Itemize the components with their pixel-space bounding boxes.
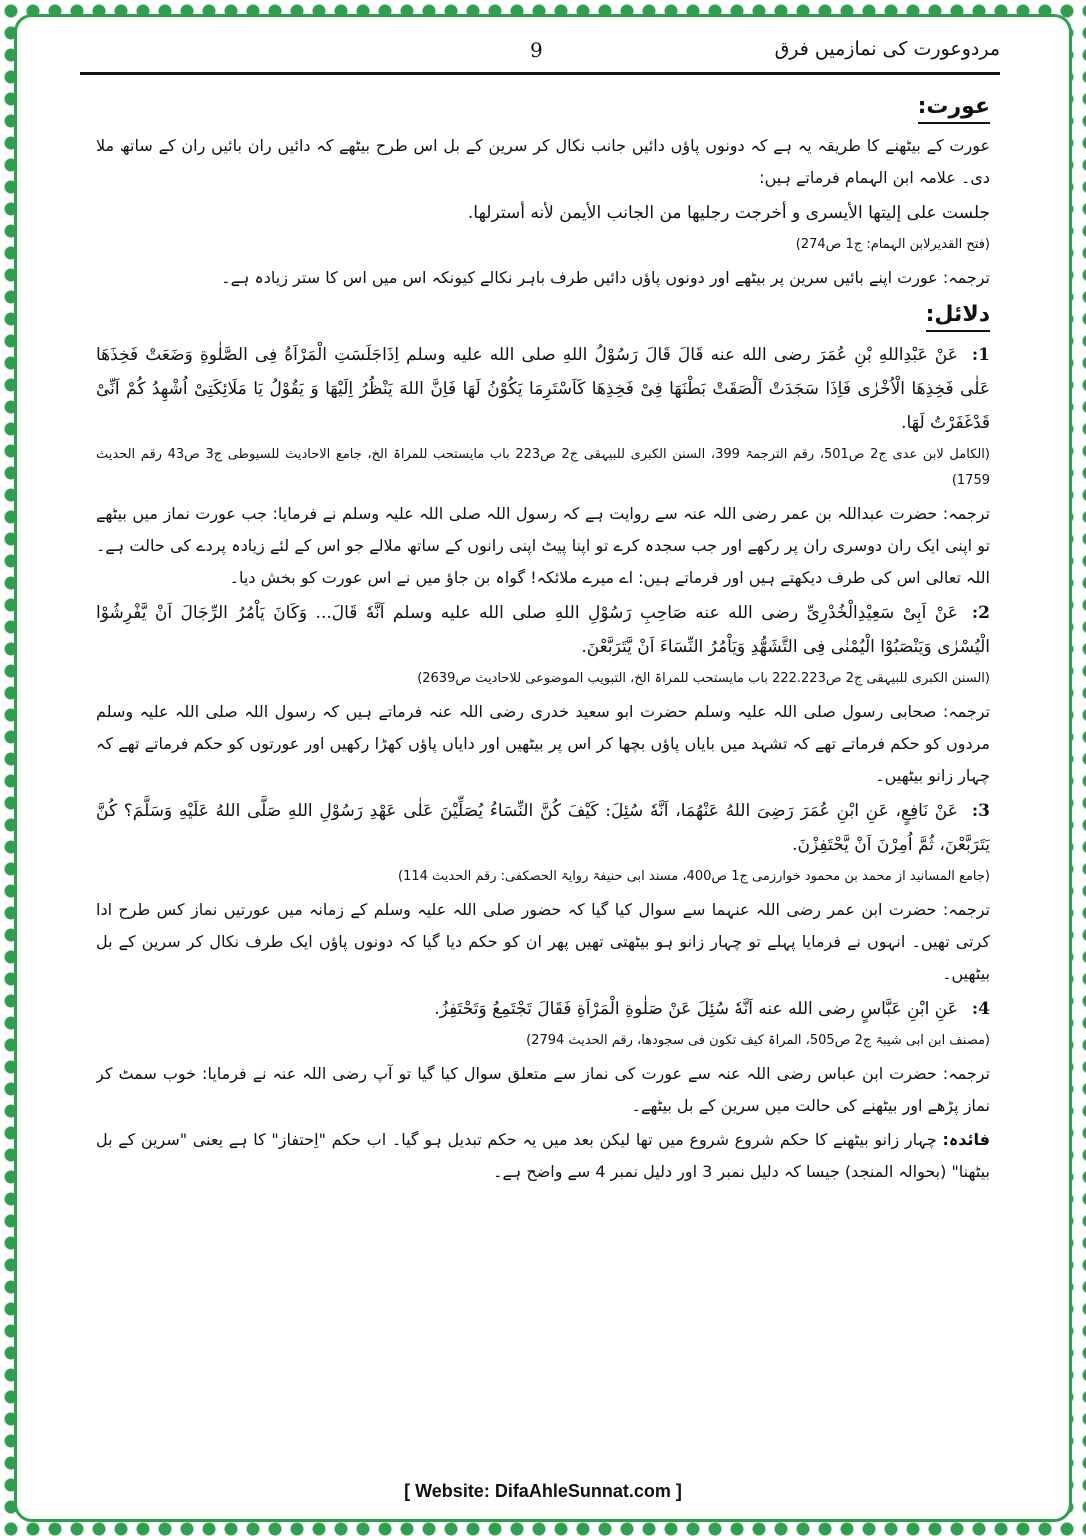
translation: ترجمہ: حضرت ابن عباس رضی اللہ عنہ سے عورت کی نماز سے متعلق سوال کیا گیا تو آپ رضی اللہ عنہ نے فرمایا: خوب سمٹ کر نماز پڑھے اور بیٹھنے کی حالت میں سرین کے بل بیٹھے۔ [96, 1064, 990, 1115]
benefit-text: چہار زانو بیٹھنے کا حکم شروع شروع میں تھا لیکن بعد میں یہ حکم تبدیل ہو گیا۔ اب حکم "اِحتفاز" کا ہے یعنی "سرین کے بل بیٹھنا" (بحوالہ المنجد) جیسا کہ دلیل نمبر 3 اور دلیل نمبر 4 سے واضح ہے۔ [96, 1130, 990, 1181]
page-header [80, 36, 1000, 75]
item-number: 3: [971, 801, 990, 821]
hadith-arabic: عَنْ عَبْدِاللهِ بْنِ عُمَرَ رضی الله عنه قَالَ قَالَ رَسُوْلُ اللهِ صلی الله علیه وسلم اِذَاجَلَسَتِ الْمَرْاَةُ فِی الصَّلٰوةِ وَضَعَتْ فَخِذَهَا عَلٰی فَخِذِهَا الْاُخْرٰی فَاِذَا سَجَدَتْ اَلْصَقَتْ بَطْنَهَا فِیْ فَخِذِهَا كَاَسْتَرِمَا یَكُوْنُ لَهَا فَاِنَّ اللهَ یَنْظُرُ اِلَیْهَا وَ یَقُوْلُ یَا مَلَائِكَتِیْ اُشْهِدُ كُمْ اَنِّیْ قَدْغَفَرْتُ لَهَا. [96, 345, 990, 433]
item-number: 4: [971, 999, 990, 1019]
hadith-arabic: عَنْ اَبِیْ سَعِیْدِالْخُدْرِیِّ رضی الله عنه صَاحِبِ رَسُوْلِ اللهِ صلی الله علیه وسلم اَنَّهٗ قَالَ... وَكَانَ یَاْمُرُ الرِّجَالَ اَنْ یَّفْرِشُوْا الْیُسْرٰی وَیَنْصَبُوْا الْیُمْنٰی فِی التَّشَهُّدِ وَیَاْمُرُ النِّسَاءَ اَنْ یَّتَرَبَّعْنَ. [96, 603, 990, 657]
hadith-text [96, 338, 990, 440]
hadith-text [96, 992, 990, 1026]
running-title: مردوعورت کی نمازمیں فرق [774, 38, 1000, 60]
reference: (مصنف ابن ابی شیبۃ ج2 ص505، المراۃ کیف تکون فی سجودھا، رقم الحدیث 2794) [526, 1033, 990, 1048]
section-evidence [96, 296, 990, 1122]
evidence-item [96, 992, 990, 1122]
translation: ترجمہ: صحابی رسول صلی اللہ علیہ وسلم حضرت ابو سعید خدری رضی اللہ عنہ فرماتے ہیں کہ رسول اللہ صلی اللہ علیہ وسلم مردوں کو حکم فرماتے تھے کہ تشہد میں بایاں پاؤں بچھا کر اس پر بیٹھیں اور دایاں پاؤں کھڑا رکھیں اور عورتوں کو حکم فرماتے تھے کہ چہار زانو بیٹھیں۔ [96, 702, 990, 785]
reference: (جامع المسانید از محمد بن محمود خوارزمی ج1 ص400، مسند ابی حنیفۃ روایۃ الحصکفی: رقم الحدیث 114) [398, 869, 990, 884]
section-heading: دلائل: [926, 300, 990, 332]
hadith-arabic: عَنِ ابْنِ عَبَّاسٍ رضی الله عنه اَنَّهٗ سُئِلَ عَنْ صَلٰوةِ الْمَرْاَةِ فَقَالَ تَجْتَمِعُ وَتَحْتَفِزُ. [434, 999, 958, 1019]
hadith-text [96, 794, 990, 862]
translation: ترجمہ: حضرت ابن عمر رضی اللہ عنہما سے سوال کیا گیا کہ حضور صلی اللہ علیہ وسلم کے زمانہ میں عورتیں نماز کس طرح ادا کرتی تھیں۔ انہوں نے فرمایا پہلے تو چہار زانو ہو بیٹھتی تھیں پھر ان کو حکم دیا گیا کہ دونوں پاؤں ایک طرف نکال کر سرین کے بل بیٹھیں۔ [96, 900, 990, 983]
arabic-quote: جلست علی إلیتها الأیسری و أخرجت رجلیها من الجانب الأیمن لأنه أسترلها. [467, 203, 990, 223]
hadith-text [96, 596, 990, 664]
benefit-label: فائدہ: [942, 1130, 990, 1149]
evidence-item [96, 338, 990, 594]
page-content [96, 88, 990, 1466]
website-link[interactable]: [ Website: DifaAhleSunnat.com ] [404, 1481, 682, 1501]
benefit-note [96, 1124, 990, 1188]
item-number: 1: [971, 345, 990, 365]
reference: (فتح القدیرلابن الہمام: ج1 ص274) [795, 237, 990, 252]
section-women [96, 88, 990, 294]
translation: ترجمہ: حضرت عبداللہ بن عمر رضی اللہ عنہ سے روایت ہے کہ رسول اللہ صلی اللہ علیہ وسلم نے فرمایا: جب عورت نماز میں بیٹھے تو اپنی ایک ران دوسری ران پر رکھے اور جب سجدہ کرے تو اپنا پیٹ اپنی رانوں کے ساتھ ملالے جو اس کے لئے زیادہ پردے کی حالت ہے۔ اللہ تعالی اس کی طرف دیکھتے ہیں اور فرماتے ہیں: اے میرے ملائکہ! گواہ بن جاؤ میں نے اس عورت کو بخش دیا۔ [96, 504, 990, 587]
evidence-item [96, 794, 990, 990]
reference: (الکامل لابن عدی ج2 ص501، رقم الترجمۃ 399، السنن الکبری للبیہقی ج2 ص223 باب مایستحب للمراۃ الخ، جامع الاحادیث للسیوطی ج3 ص43 رقم الحدیث 1759) [96, 447, 990, 488]
section-heading: عورت: [918, 92, 990, 124]
page-number: 9 [530, 38, 543, 62]
evidence-item [96, 596, 990, 792]
paragraph: عورت کے بیٹھنے کا طریقہ یہ ہے کہ دونوں پاؤں دائیں جانب نکال کر سرین کے بل اس طرح بیٹھے کہ دائیں ران بائیں ران کے ساتھ ملا دی۔ علامہ ابن الہمام فرماتے ہیں: [96, 136, 990, 187]
hadith-arabic: عَنْ نَافِعٍ، عَنِ ابْنِ عُمَرَ رَضِیَ اللهُ عَنْهُمَا، اَنَّهٗ سُئِلَ: كَیْفَ كُنَّ النِّسَاءُ یُصَلِّیْنَ عَلٰی عَهْدِ رَسُوْلِ اللهِ صَلَّى اللهُ عَلَیْهِ وَسَلَّمَ؟ كُنَّ یَتَرَبَّعْنَ، ثُمَّ اُمِرْنَ اَنْ یَّحْتَفِزْنَ. [96, 801, 990, 855]
translation: ترجمہ: عورت اپنے بائیں سرین پر بیٹھے اور دونوں پاؤں دائیں طرف باہر نکالے کیونکہ اس میں اس کا ستر زیادہ ہے۔ [221, 268, 990, 287]
item-number: 2: [971, 603, 990, 623]
reference: (السنن الکبری للبیہقی ج2 ص222.223 باب مایستحب للمراۃ الخ، التبویب الموضوعی للاحادیث ص2639) [417, 671, 990, 686]
